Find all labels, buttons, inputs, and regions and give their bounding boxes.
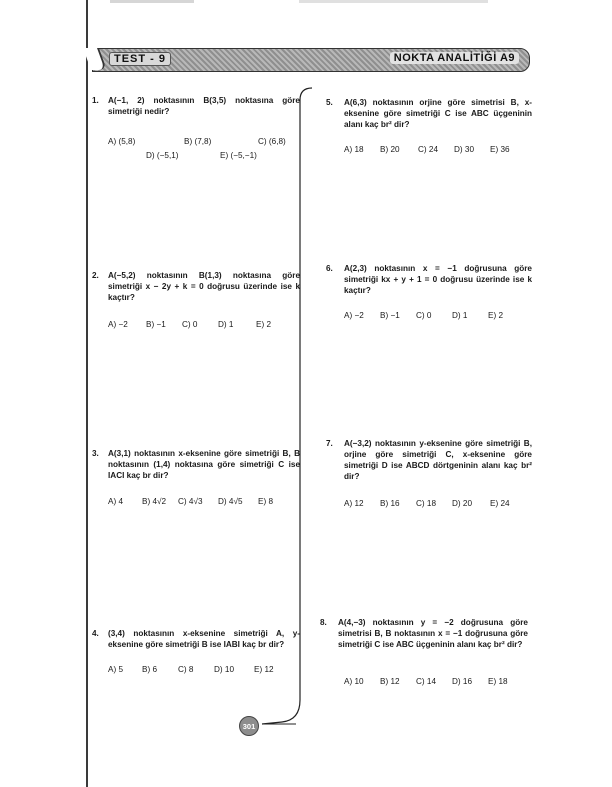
answer-choices — [108, 136, 304, 164]
question-number: 8. — [320, 618, 327, 627]
choice-e[interactable]: E) 36 — [490, 145, 510, 154]
question-8 — [320, 617, 532, 697]
question-number: 1. — [92, 96, 99, 105]
choice-c[interactable]: C) 14 — [416, 677, 437, 686]
choice-b[interactable]: B) −1 — [380, 311, 400, 320]
choice-d[interactable]: D) 20 — [452, 499, 473, 508]
question-7 — [326, 438, 532, 518]
choice-a[interactable]: A) 5 — [108, 665, 124, 674]
choice-c[interactable]: C) 0 — [182, 320, 198, 329]
choice-a[interactable]: A) (5,8) — [108, 137, 136, 146]
question-text: A(6,3) noktasının orjine göre simetrisi B, x-eksenine göre simetriği C ise ABC üçgeninin alanı kaç br² dir? — [344, 98, 532, 129]
choice-e[interactable]: E) (−5,−1) — [220, 151, 257, 160]
choice-d[interactable]: D) 1 — [452, 311, 468, 320]
choice-a[interactable]: A) 10 — [344, 677, 364, 686]
answer-choices — [344, 676, 532, 690]
question-text: (3,4) noktasının x-eksenine simetriği A, y-eksenine göre simetriği B ise IABI kaç br dir? — [108, 629, 300, 649]
choice-d[interactable]: D) 10 — [214, 665, 235, 674]
answer-choices — [108, 664, 304, 678]
question-number: 5. — [326, 98, 333, 107]
choice-a[interactable]: A) −2 — [344, 311, 364, 320]
choice-b[interactable]: B) 12 — [380, 677, 400, 686]
choice-a[interactable]: A) 18 — [344, 145, 364, 154]
choice-b[interactable]: B) (7,8) — [184, 137, 212, 146]
choice-a[interactable]: A) −2 — [108, 320, 128, 329]
choice-e[interactable]: E) 24 — [490, 499, 510, 508]
question-number: 4. — [92, 629, 99, 638]
question-text: A(4,−3) noktasının y = −2 doğrusuna göre simetrisi B, B noktasının x = −1 doğrusuna göre simetriği C ise ABC üçgeninin alanı kaç br² dir? — [338, 618, 528, 649]
question-text: A(−5,2) noktasının B(1,3) noktasına göre simetriği x − 2y + k = 0 doğrusu üzerinde ise k kaçtır? — [108, 271, 300, 302]
choice-b[interactable]: B) −1 — [146, 320, 166, 329]
question-text: A(3,1) noktasının x-eksenine göre simetriği B, B noktasının (1,4) noktasına göre simetriği C ise IACI kaç br dir? — [108, 449, 300, 480]
choice-b[interactable]: B) 4√2 — [142, 497, 167, 506]
question-6 — [326, 263, 532, 333]
question-number: 3. — [92, 449, 99, 458]
question-number: 7. — [326, 439, 333, 448]
choice-d[interactable]: D) 4√5 — [218, 497, 243, 506]
choice-c[interactable]: C) 8 — [178, 665, 194, 674]
choice-a[interactable]: A) 12 — [344, 499, 364, 508]
choice-e[interactable]: E) 8 — [258, 497, 274, 506]
choice-c[interactable]: C) 24 — [418, 145, 439, 154]
choice-d[interactable]: D) 16 — [452, 677, 473, 686]
choice-c[interactable]: C) 0 — [416, 311, 432, 320]
answer-choices — [344, 310, 532, 324]
question-text: A(−1, 2) noktasının B(3,5) noktasına göre simetriği nedir? — [108, 96, 300, 116]
choice-e[interactable]: E) 18 — [488, 677, 508, 686]
question-4 — [92, 628, 304, 688]
test-label: TEST - 9 — [109, 52, 171, 66]
choice-c[interactable]: C) 18 — [416, 499, 437, 508]
answer-choices — [108, 496, 304, 510]
question-2 — [92, 270, 304, 340]
question-number: 2. — [92, 271, 99, 280]
choice-a[interactable]: A) 4 — [108, 497, 124, 506]
choice-e[interactable]: E) 2 — [488, 311, 504, 320]
page-number: 301 — [239, 716, 259, 736]
answer-choices — [108, 319, 304, 333]
choice-b[interactable]: B) 20 — [380, 145, 400, 154]
question-text: A(−3,2) noktasının y-eksenine göre simetriği B, orjine göre simetriği C, x-eksenine göre simetriği D ise ABCD dörtgeninin alanı kaç br² dir? — [344, 439, 532, 481]
choice-e[interactable]: E) 12 — [254, 665, 274, 674]
choice-d[interactable]: D) (−5,1) — [146, 151, 179, 160]
choice-c[interactable]: C) 4√3 — [178, 497, 203, 506]
question-3 — [92, 448, 304, 518]
question-number: 6. — [326, 264, 333, 273]
answer-choices — [344, 144, 532, 158]
topic-title: NOKTA ANALİTİĞİ A9 — [390, 52, 519, 64]
choice-e[interactable]: E) 2 — [256, 320, 272, 329]
question-text: A(2,3) noktasının x = −1 doğrusuna göre simetriği kx + y + 1 = 0 doğrusu üzerinde ise k kaçtır? — [344, 264, 532, 295]
choice-b[interactable]: B) 6 — [142, 665, 158, 674]
question-1 — [92, 95, 304, 175]
choice-d[interactable]: D) 30 — [454, 145, 475, 154]
choice-d[interactable]: D) 1 — [218, 320, 234, 329]
question-5 — [326, 97, 532, 167]
answer-choices — [344, 498, 532, 512]
choice-c[interactable]: C) (6,8) — [258, 137, 286, 146]
choice-b[interactable]: B) 16 — [380, 499, 400, 508]
